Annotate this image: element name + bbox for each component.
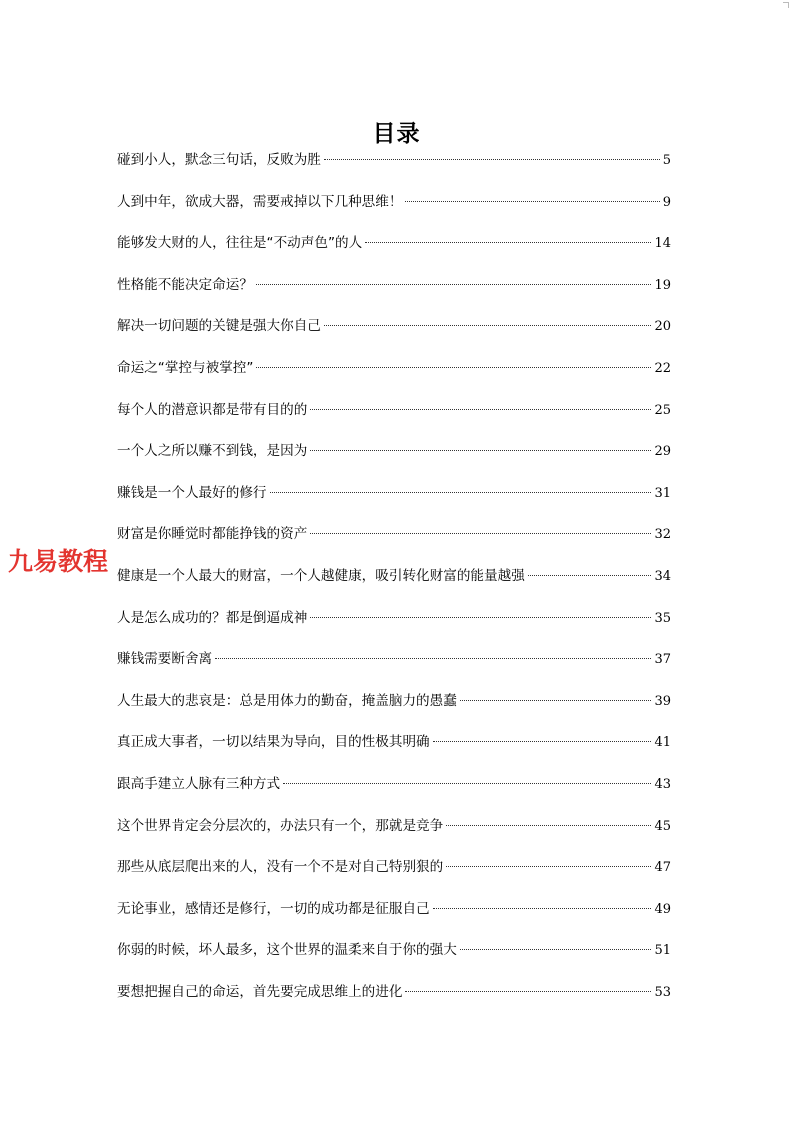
dot-leader xyxy=(365,242,651,243)
toc-page-number: 22 xyxy=(654,360,671,376)
toc-entry[interactable] xyxy=(117,565,671,607)
table-of-contents xyxy=(117,149,671,1022)
toc-entry-title: 人生最大的悲哀是：总是用体力的勤奋，掩盖脑力的愚蠢 xyxy=(117,692,457,709)
dot-leader xyxy=(405,201,659,202)
dot-leader xyxy=(433,908,652,909)
toc-entry[interactable] xyxy=(117,773,671,815)
toc-page-number: 25 xyxy=(654,402,671,418)
toc-entry-title: 那些从底层爬出来的人，没有一个不是对自己特别狠的 xyxy=(117,859,444,876)
toc-entry[interactable] xyxy=(117,648,671,690)
toc-entry[interactable] xyxy=(117,731,671,773)
page-title: 目录 xyxy=(372,120,421,148)
watermark-text: 九易教程 xyxy=(8,547,109,576)
toc-entry[interactable] xyxy=(117,981,671,1023)
toc-entry[interactable] xyxy=(117,482,671,524)
toc-entry-title: 赚钱需要断舍离 xyxy=(117,651,213,668)
dot-leader xyxy=(256,367,651,368)
toc-page-number: 34 xyxy=(654,568,671,584)
dot-leader xyxy=(460,949,652,950)
toc-page-number: 9 xyxy=(662,194,671,210)
toc-page-number: 37 xyxy=(654,652,671,668)
toc-entry-title: 跟高手建立人脉有三种方式 xyxy=(117,775,281,792)
toc-entry[interactable] xyxy=(117,232,671,274)
toc-entry[interactable] xyxy=(117,856,671,898)
toc-entry-title: 解决一切问题的关键是强大你自己 xyxy=(117,318,321,335)
dot-leader xyxy=(324,325,652,326)
toc-page-number: 29 xyxy=(654,444,671,460)
toc-entry-title: 一个人之所以赚不到钱，是因为 xyxy=(117,443,308,460)
toc-page-number: 14 xyxy=(654,236,671,252)
toc-entry-title: 性格能不能决定命运？ xyxy=(117,276,253,293)
dot-leader xyxy=(433,741,652,742)
toc-entry-title: 你弱的时候，坏人最多，这个世界的温柔来自于你的强大 xyxy=(117,942,457,959)
toc-entry[interactable] xyxy=(117,315,671,357)
toc-page-number: 20 xyxy=(654,319,671,335)
dot-leader xyxy=(215,658,651,659)
toc-page-number: 41 xyxy=(654,735,671,751)
toc-entry[interactable] xyxy=(117,440,671,482)
toc-page-number: 45 xyxy=(654,818,671,834)
dot-leader xyxy=(270,492,652,493)
toc-entry-title: 健康是一个人最大的财富，一个人越健康，吸引转化财富的能量越强 xyxy=(117,567,525,584)
toc-entry[interactable] xyxy=(117,191,671,233)
toc-page-number: 39 xyxy=(654,693,671,709)
toc-page-number: 43 xyxy=(654,776,671,792)
toc-page-number: 5 xyxy=(662,153,671,168)
toc-page-number: 35 xyxy=(654,610,671,626)
toc-page-number: 31 xyxy=(654,485,671,501)
dot-leader xyxy=(310,450,651,451)
dot-leader xyxy=(405,991,651,992)
toc-entry-title: 碰到小人，默念三句话，反败为胜 xyxy=(117,152,321,168)
toc-entry[interactable] xyxy=(117,939,671,981)
dot-leader xyxy=(256,284,652,285)
toc-entry[interactable] xyxy=(117,690,671,732)
toc-entry-title: 赚钱是一个人最好的修行 xyxy=(117,484,267,501)
toc-page-number: 32 xyxy=(654,527,671,543)
dot-leader xyxy=(310,617,651,618)
page-corner-mark xyxy=(783,2,789,8)
dot-leader xyxy=(528,575,652,576)
toc-entry[interactable] xyxy=(117,523,671,565)
toc-page-number: 19 xyxy=(654,277,671,293)
toc-page-number: 49 xyxy=(654,901,671,917)
dot-leader xyxy=(310,409,651,410)
toc-entry-title: 财富是你睡觉时都能挣钱的资产 xyxy=(117,526,308,543)
toc-entry-title: 无论事业，感情还是修行，一切的成功都是征服自己 xyxy=(117,900,430,917)
toc-entry[interactable] xyxy=(117,149,671,191)
dot-leader xyxy=(446,866,651,867)
toc-entry-title: 真正成大事者，一切以结果为导向，目的性极其明确 xyxy=(117,734,430,751)
toc-entry-title: 人到中年，欲成大器，需要戒掉以下几种思维！ xyxy=(117,193,403,210)
toc-entry-title: 每个人的潜意识都是带有目的的 xyxy=(117,401,308,418)
toc-entry-title: 要想把握自己的命运，首先要完成思维上的进化 xyxy=(117,983,403,1000)
toc-entry[interactable] xyxy=(117,815,671,857)
toc-entry[interactable] xyxy=(117,399,671,441)
dot-leader xyxy=(310,533,651,534)
dot-leader xyxy=(460,700,652,701)
toc-entry-title: 人是怎么成功的？都是倒逼成神 xyxy=(117,609,308,626)
toc-page-number: 53 xyxy=(654,984,671,1000)
dot-leader xyxy=(324,159,660,160)
toc-entry-title: 命运之“掌控与被掌控” xyxy=(117,359,254,376)
toc-page-number: 47 xyxy=(654,860,671,876)
dot-leader xyxy=(283,783,651,784)
toc-entry[interactable] xyxy=(117,607,671,649)
dot-leader xyxy=(446,825,651,826)
toc-entry[interactable] xyxy=(117,357,671,399)
toc-entry[interactable] xyxy=(117,274,671,316)
toc-entry-title: 这个世界肯定会分层次的，办法只有一个，那就是竞争 xyxy=(117,817,444,834)
toc-entry[interactable] xyxy=(117,898,671,940)
toc-entry-title: 能够发大财的人，往往是“不动声色”的人 xyxy=(117,235,363,252)
toc-page-number: 51 xyxy=(654,943,671,959)
